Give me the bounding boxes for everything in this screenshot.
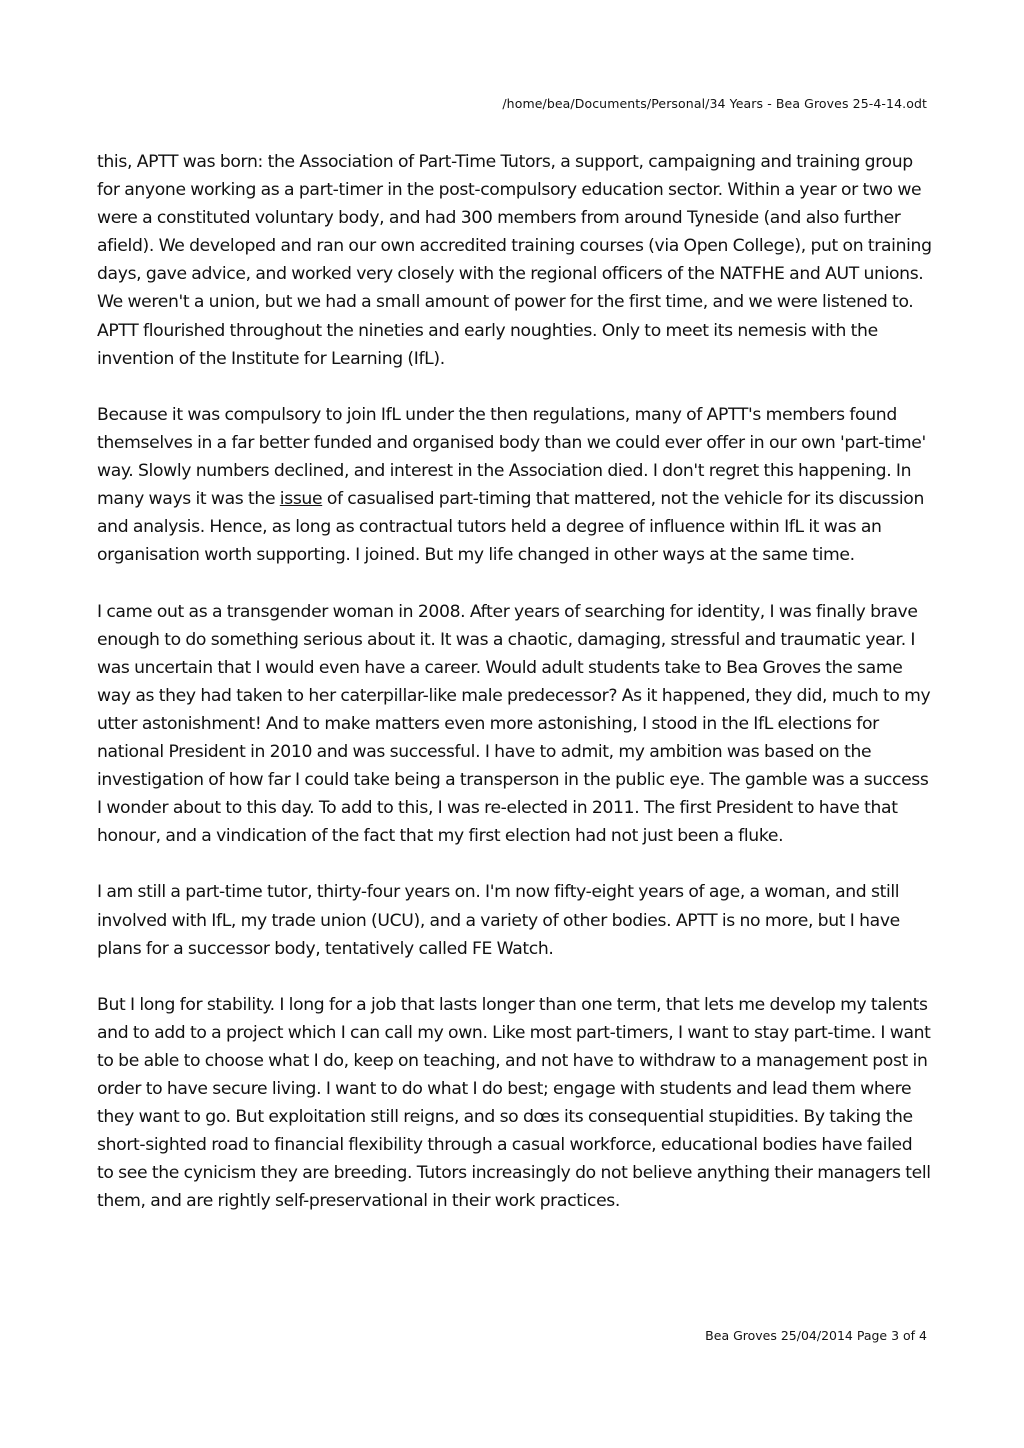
paragraph-text-segment: of casualised part-timing that mattered, not the vehicle for its discussion and analysis. Hence, as long as contractual tutors held a degree of influence within IfL it was an organisation worth supporting. I joined. But my life changed in other ways at the same time. xyxy=(97,489,925,566)
paragraph-still-part-time: I am still a part-time tutor, thirty-four years on. I'm now fifty-eight years of age, a woman, and still involved with IfL, my trade union (UCU), and a variety of other bodies. APTT is no more, but I have plans for a successor body, tentatively called FE Watch. xyxy=(97,882,900,959)
paragraph-aptt-born: this, APTT was born: the Association of Part-Time Tutors, a support, campaigning and training group for anyone working as a part-timer in the post-compulsory education sector. Within a year or two we were a constituted voluntary body, and had 300 members from around Tyneside (and also further afield). We developed and ran our own accredited training courses (via Open College), put on training days, gave advice, and worked very closely with the regional officers of the NATFHE and AUT unions. We weren't a union, but we had a small amount of power for the first time, and we were listened to. APTT flourished throughout the nineties and early noughties. Only to meet its nemesis with the invention of the Institute for Learning (IfL). xyxy=(97,152,932,369)
paragraph-text-segment: Because it was compulsory to join IfL under the then regulations, many of APTT's members found themselves in a far better funded and organised body than we could ever offer in our own 'part-time' way. Slowly numbers declined, and interest in the Association died. I don't regret this happening. In many ways it was the xyxy=(97,404,926,510)
document-file-path: /home/bea/Documents/Personal/34 Years - Bea Groves 25-4-14.odt xyxy=(502,96,927,111)
underlined-word: issue xyxy=(279,489,323,510)
page-footer: Bea Groves 25/04/2014 Page 3 of 4 xyxy=(705,1328,927,1343)
paragraph-coming-out: I came out as a transgender woman in 2008. After years of searching for identity, I was finally brave enough to do something serious about it. It was a chaotic, damaging, stressful and traumatic year. I was uncertain that I would even have a career. Would adult students take to Bea Groves the same way as they had taken to her caterpillar-like male predecessor? As it happened, they did, much to my utter astonishment! And to make matters even more astonishing, I stood in the IfL elections for national President in 2010 and was successful. I have to admit, my ambition was based on the investigation of how far I could take being a transperson in the public eye. The gamble was a success I wonder about to this day. To add to this, I was re-elected in 2011. The first President to have that honour, and a vindication of the fact that my first election had not just been a fluke. xyxy=(97,601,931,847)
document-body xyxy=(97,148,933,1244)
paragraph-long-for-stability: But I long for stability. I long for a job that lasts longer than one term, that lets me develop my talents and to add to a project which I can call my own. Like most part-timers, I want to stay part-time. I want to be able to choose what I do, keep on teaching, and not have to withdraw to a management post in order to have secure living. I want to do what I do best; engage with students and lead them where they want to go. But exploitation still reigns, and so dœs its consequential stupidities. By taking the short-sighted road to financial flexibility through a casual workforce, educational bodies have failed to see the cynicism they are breeding. Tutors increasingly do not believe anything their managers tell them, and are rightly self-preservational in their work practices. xyxy=(97,994,931,1212)
paragraph-ifl-membership xyxy=(97,401,933,570)
